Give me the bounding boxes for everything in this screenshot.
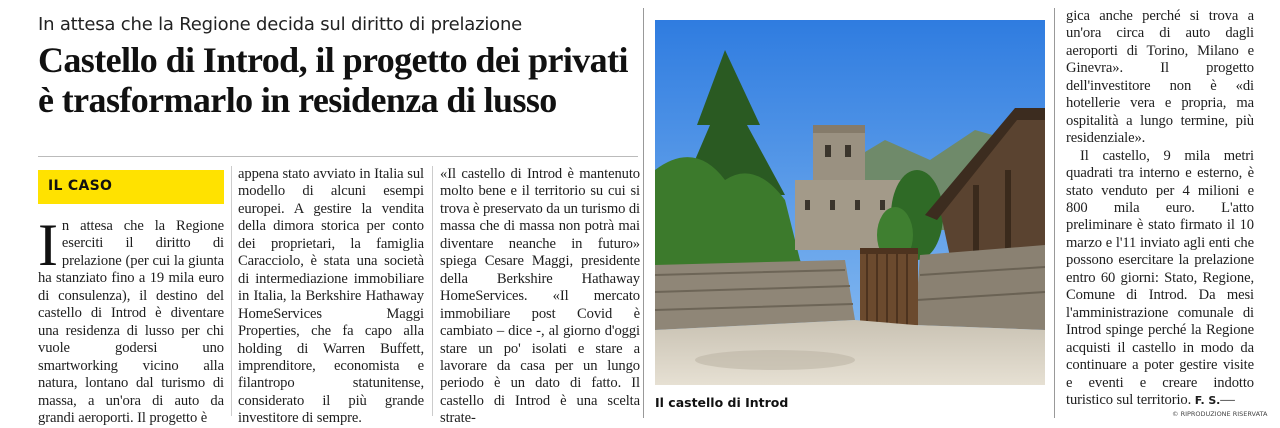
- copyright-notice: © RIPRODUZIONE RISERVATA: [1172, 410, 1268, 418]
- headline-line-2: è trasformarlo in residenza di lusso: [38, 80, 557, 120]
- drop-cap: I: [38, 212, 58, 278]
- headline-line-1: Castello di Introd, il progetto dei privati: [38, 40, 628, 80]
- text-column-2: [238, 166, 424, 428]
- author-signature: F. S.: [1194, 393, 1221, 407]
- column-divider: [643, 8, 644, 418]
- paragraph: [38, 212, 224, 427]
- article-kicker: In attesa che la Regione decida sul diritto di prelazione: [38, 14, 523, 35]
- signature-dash: —: [1220, 391, 1235, 408]
- column-divider: [432, 166, 433, 416]
- castle-photo: [655, 20, 1045, 385]
- text-column-4: [1066, 8, 1254, 409]
- text-column-3: [440, 166, 640, 428]
- section-tag-label: IL CASO: [48, 178, 113, 194]
- column-4-paragraph-2: [1066, 148, 1254, 410]
- headline-rule: [38, 156, 638, 157]
- text-column-1: [38, 212, 224, 427]
- column-1-text: n attesa che la Regione eserciti il diritto di prelazione (per cui la giunta ha stanziato fino a 19 mila euro di consulenza), il destino del castello di Introd è diventare una residenza di lusso per chi vuole godersi uno smartworking vicino alla natura, lontano dal turismo di massa, a un'ora di auto da grandi aeroporti. Il progetto è: [38, 218, 224, 426]
- column-divider: [231, 166, 232, 416]
- column-divider: [1054, 8, 1055, 418]
- article-headline: [38, 40, 658, 120]
- column-4-paragraph-1: gica anche perché si trova a un'ora circa di auto dagli aeroporti di Torino, Milano e Ginevra». Il progetto dell'investitore non è «di hotellerie vera e propria, ma ospitalità a lungo termine, più residenziale».: [1066, 8, 1254, 147]
- column-2-text: appena stato avviato in Italia sul modello di alcuni esempi europei. A gestire la vendita della dimora storica per conto dei proprietari, la famiglia Caracciolo, è stata una società di intermediazione immobiliare in Italia, la Berkshire Hathaway HomeServices Maggi Properties, che fa capo alla holding di Warren Buffett, imprenditore, economista e filantropo statunitense, considerato il più grande investitore di sempre.: [238, 166, 424, 427]
- photo-caption: Il castello di Introd: [655, 395, 789, 410]
- column-3-text: «Il castello di Introd è mantenuto molto bene e il territorio su cui si trova è preservato da un turismo di massa che di massa non potrà mai diventare neanche in futuro» spiega Cesare Maggi, presidente della Berkshire Hathaway HomeServices. «Il mercato immobiliare post Covid è cambiato – dice -, al giorno d'oggi stare un po' isolati e stare a lavorare da casa per un lungo periodo è un dato di fatto. Il castello di Introd è una scelta strate-: [440, 166, 640, 427]
- column-4-text-2: Il castello, 9 mila metri quadrati tra interno e esterno, è stato venduto per 4 milioni e 800 mila euro. L'atto preliminare è stato firmato il 10 marzo e l'11 inviato agli enti che possono esercitare la prelazione entro 60 giorni: Stato, Regione, Comune di Introd. Da mesi l'amministrazione comunale di Introd spinge perché la Regione acquisti il castello in modo da continuare a poter gestire visite e eventi e creare indotto turistico sul territorio.: [1066, 147, 1254, 408]
- section-tag: [38, 170, 224, 204]
